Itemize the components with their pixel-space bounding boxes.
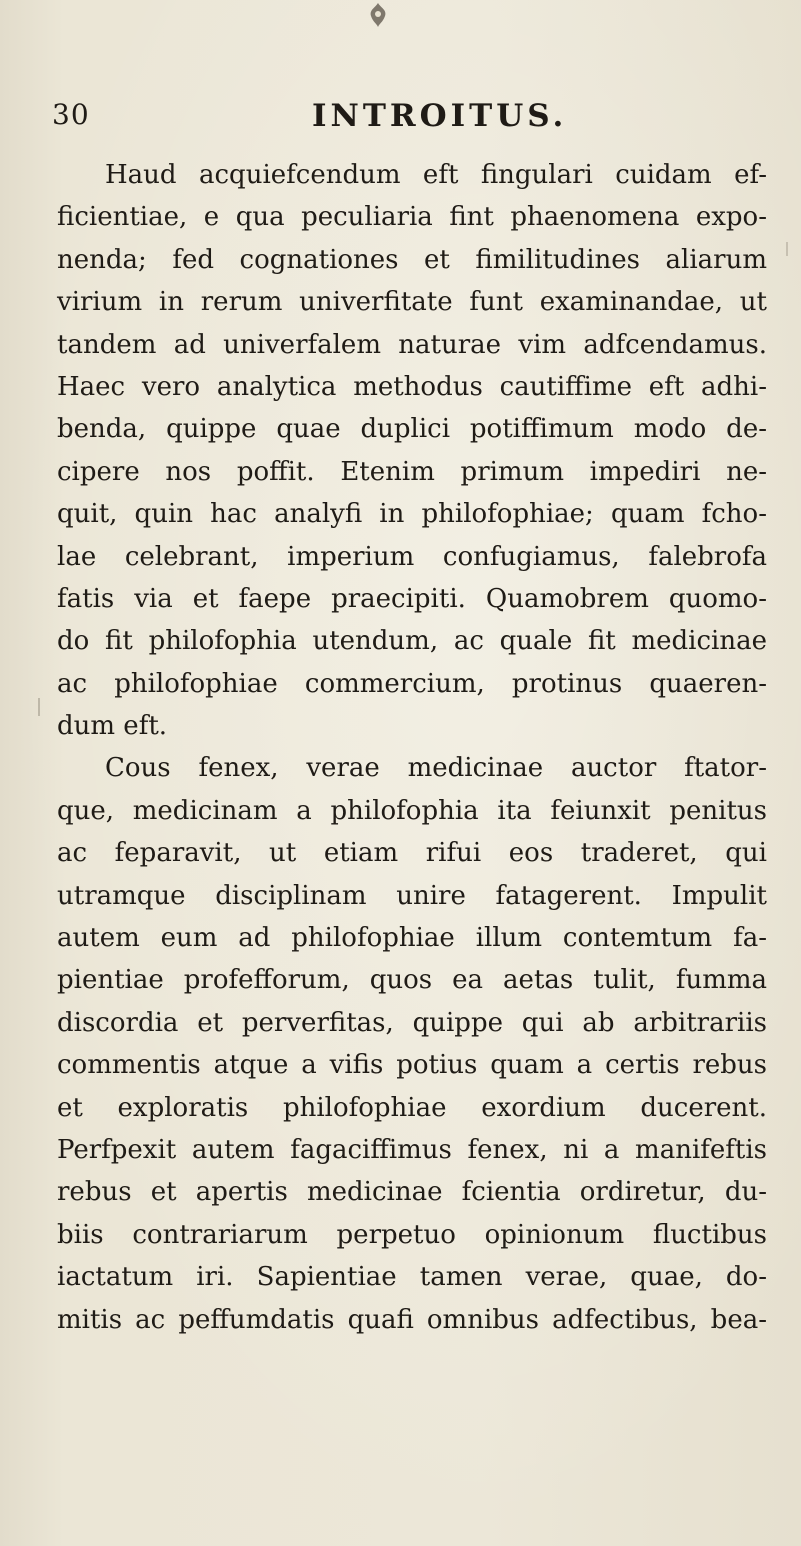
text-line: benda, quippe quae duplici potiffimum modo de- [57, 414, 767, 445]
text-line: Perfpexit autem fagaciffimus fenex, ni a manifeftis [57, 1134, 767, 1165]
text-line: mitis ac peffumdatis quafi omnibus adfectibus, bea- [57, 1304, 767, 1335]
text-line: discordia et perverfitas, quippe qui ab arbitrariis [57, 1007, 767, 1038]
text-line: iactatum iri. Sapientiae tamen verae, quae, do- [57, 1262, 767, 1293]
text-line: autem eum ad philofophiae illum contemtum fa- [57, 923, 767, 954]
text-line: do fit philofophia utendum, ac quale fit medicinae [57, 626, 767, 657]
text-line: que, medicinam a philofophia ita feiunxit penitus [57, 795, 767, 826]
text-line: rebus et apertis medicinae fcientia ordiretur, du- [57, 1177, 767, 1208]
text-line: quit, quin hac analyfi in philofophiae; quam fcho- [57, 499, 767, 530]
text-line: lae celebrant, imperium confugiamus, falebrofa [57, 541, 767, 572]
text-line: Haec vero analytica methodus cautiffime eft adhi- [57, 371, 767, 402]
text-line: ficientiae, e qua peculiaria fint phaenomena expo- [57, 202, 767, 233]
running-title: INTROITUS. [312, 98, 568, 134]
text-line: cipere nos poffit. Etenim primum impediri ne- [57, 456, 767, 487]
text-line: utramque disciplinam unire fatagerent. Impulit [57, 880, 767, 911]
text-line: commentis atque a vifis potius quam a certis rebus [57, 1050, 767, 1081]
text-line: Haud acquiefcendum eft fingulari cuidam ef- [105, 160, 767, 190]
text-line: biis contrariarum perpetuo opinionum fluctibus [57, 1219, 767, 1250]
text-line: virium in rerum univerfitate funt examinandae, ut [57, 287, 767, 318]
margin-mark [38, 698, 40, 716]
text-line: Cous fenex, verae medicinae auctor ftator- [105, 753, 767, 784]
body-text [57, 154, 767, 1341]
printer-ornament-icon [367, 2, 389, 28]
text-line: tandem ad univerfalem naturae vim adfcendamus. [57, 329, 767, 360]
text-line: dum eft. [57, 711, 168, 742]
text-line: pientiae profefforum, quos ea aetas tulit, fumma [57, 965, 767, 996]
text-line: ac philofophiae commercium, protinus quaeren- [57, 668, 767, 699]
page-number: 30 [52, 98, 90, 131]
page-header [0, 98, 801, 138]
text-line: fatis via et faepe praecipiti. Quamobrem quomo- [57, 583, 767, 614]
text-line: ac feparavit, ut etiam rifui eos traderet, qui [57, 838, 767, 869]
margin-mark [786, 242, 788, 256]
text-line: et exploratis philofophiae exordium ducerent. [57, 1092, 767, 1123]
text-line: nenda; fed cognationes et fimilitudines aliarum [57, 244, 767, 275]
